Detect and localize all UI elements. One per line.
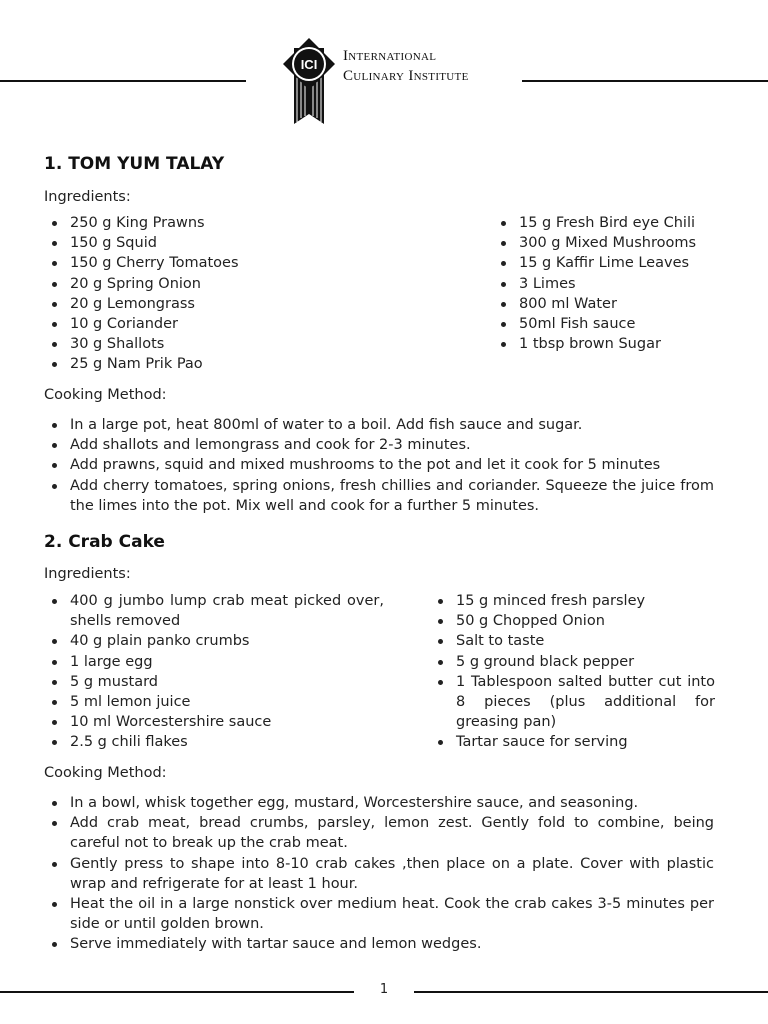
method-step: Add crab meat, bread crumbs, parsley, lemon zest. Gently fold to combine, being careful not to break up the crab meat. [44,813,714,853]
ingredient-item: 50ml Fish sauce [493,314,733,334]
ingredient-item: 15 g minced fresh parsley [430,591,715,611]
ingredient-item: 20 g Spring Onion [44,274,424,294]
brand-line-1: International [343,48,437,64]
ingredient-item: 2.5 g chili flakes [44,732,384,752]
recipe-1-ingredients-label: Ingredients: [44,189,131,205]
recipe-1-ingredients-right [493,213,733,354]
ingredient-item: 1 large egg [44,652,384,672]
ingredient-item: 300 g Mixed Mushrooms [493,233,733,253]
method-step: Add cherry tomatoes, spring onions, fresh chillies and coriander. Squeeze the juice from the limes into the pot. Mix well and cook for a further 5 minutes. [44,476,714,516]
ingredient-item: 5 ml lemon juice [44,692,384,712]
ingredient-item: 5 g ground black pepper [430,652,715,672]
ingredient-item: 30 g Shallots [44,334,424,354]
recipe-2-ingredients-label: Ingredients: [44,566,131,582]
recipe-2-ingredients-left [44,591,384,753]
ingredient-item: 50 g Chopped Onion [430,611,715,631]
recipe-1-ingredients-left [44,213,424,375]
header-rule-left [0,80,246,82]
ingredient-item: 1 tbsp brown Sugar [493,334,733,354]
ingredient-item: 20 g Lemongrass [44,294,424,314]
ingredient-item: 800 ml Water [493,294,733,314]
ingredient-item: Salt to taste [430,631,715,651]
ingredient-item: 150 g Cherry Tomatoes [44,253,424,273]
ingredient-item: 250 g King Prawns [44,213,424,233]
footer-rule-left [0,991,354,993]
method-step: Heat the oil in a large nonstick over medium heat. Cook the crab cakes 3-5 minutes per side or until golden brown. [44,894,714,934]
recipe-1-title: 1. TOM YUM TALAY [44,154,225,174]
ingredient-item: 10 g Coriander [44,314,424,334]
ingredient-item: 10 ml Worcestershire sauce [44,712,384,732]
ingredient-item: 1 Tablespoon salted butter cut into 8 pieces (plus additional for greasing pan) [430,672,715,733]
recipe-2-title: 2. Crab Cake [44,532,165,552]
ingredient-item: 15 g Kaffir Lime Leaves [493,253,733,273]
ingredient-item: 40 g plain panko crumbs [44,631,384,651]
method-step: In a bowl, whisk together egg, mustard, Worcestershire sauce, and seasoning. [44,793,714,813]
recipe-2-method-label: Cooking Method: [44,765,167,781]
ingredient-item: Tartar sauce for serving [430,732,715,752]
logo-letters: ICI [300,57,318,72]
method-step: Gently press to shape into 8-10 crab cakes ,then place on a plate. Cover with plastic wrap and refrigerate for at least 1 hour. [44,854,714,894]
ingredient-item: 5 g mustard [44,672,384,692]
header-rule-right [522,80,768,82]
ingredient-item: 25 g Nam Prik Pao [44,354,424,374]
ingredient-item: 400 g jumbo lump crab meat picked over, shells removed [44,591,384,631]
recipe-2-method-list [44,793,714,955]
ingredient-item: 3 Limes [493,274,733,294]
ingredient-item: 15 g Fresh Bird eye Chili [493,213,733,233]
method-step: Add shallots and lemongrass and cook for 2-3 minutes. [44,435,714,455]
footer-rule-right [414,991,768,993]
recipe-1-method-label: Cooking Method: [44,387,167,403]
method-step: In a large pot, heat 800ml of water to a boil. Add fish sauce and sugar. [44,415,714,435]
method-step: Add prawns, squid and mixed mushrooms to the pot and let it cook for 5 minutes [44,455,714,475]
brand-line-2: Culinary Institute [343,68,469,84]
method-step: Serve immediately with tartar sauce and lemon wedges. [44,934,714,954]
page-number: 1 [379,982,389,997]
recipe-2-ingredients-right [430,591,715,753]
ingredient-item: 150 g Squid [44,233,424,253]
recipe-1-method-list [44,415,714,516]
